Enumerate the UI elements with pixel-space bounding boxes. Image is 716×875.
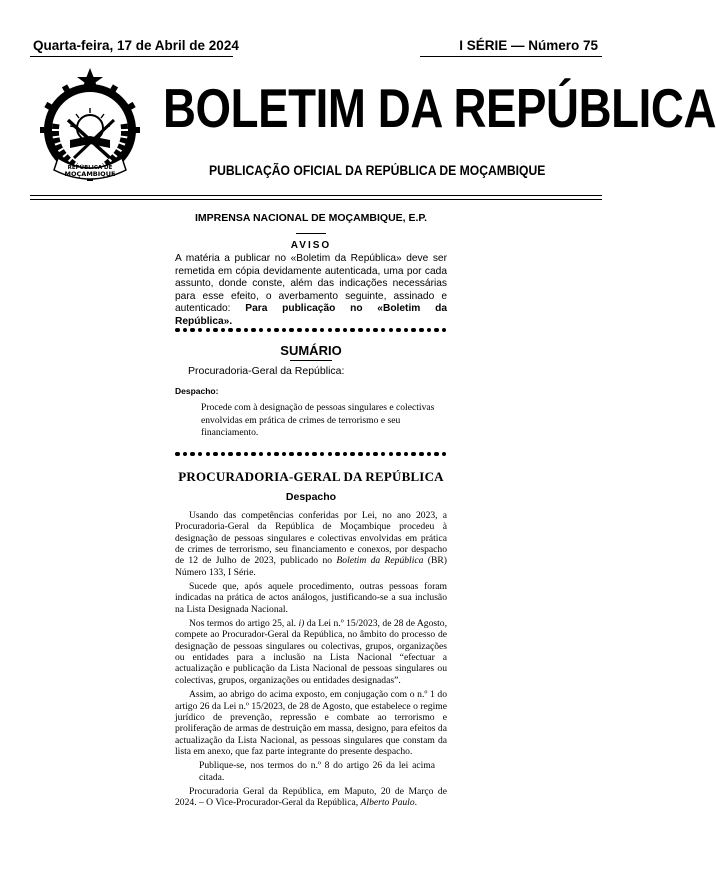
divider-dot [335, 452, 340, 457]
divider-dot [373, 328, 378, 333]
header-rule-right [420, 56, 602, 57]
divider-dot [427, 452, 432, 457]
article-paragraph: Usando das competências conferidas por Lei, no ano 2023, a Procuradoria-Geral da República de Moçambique procedeu à designação de pessoas singulares e colectivas envolvidas em prática de crimes de terrorismo, seu financiamento e conexos, por despacho de 12 de Julho de 2023, publicado no Boletim da República (BR) Número 133, I Série. [175, 510, 447, 578]
divider-dot [419, 452, 424, 457]
divider-dot [175, 452, 180, 457]
divider-dot [328, 452, 333, 457]
divider-dot [404, 452, 409, 457]
national-emblem-icon [30, 66, 150, 184]
article-paragraph: Nos termos do artigo 25, al. i) da Lei n.º 15/2023, de 28 de Agosto, compete ao Procurador-Geral da República, no âmbito do processo de designação de pessoas singulares ou colectivas, grupos, organizações ou entidades para a inclusão na Lista Nacional “efectuar a actualização e publicação da Lista Nacional de pessoas singulares ou colectivas, grupos, organizações ou entidades designadas”. [175, 618, 447, 686]
divider-dot [297, 328, 302, 333]
divider-dot [419, 328, 424, 333]
sumario-item: Procede com à designação de pessoas singulares e colectivas envolvidas em prática de crimes de terrorismo e seu financiamento. [201, 402, 435, 439]
divider-dot [190, 452, 195, 457]
divider-dot [259, 452, 264, 457]
divider-dot [206, 328, 211, 333]
divider-dot [236, 328, 241, 333]
divider-dot [289, 328, 294, 333]
publication-title: BOLETIM DA REPÚBLICA [163, 77, 716, 139]
divider-dot [320, 328, 325, 333]
dotted-divider [175, 450, 447, 458]
divider-dot [366, 452, 371, 457]
divider-dot [206, 452, 211, 457]
divider-dot [190, 328, 195, 333]
divider-dot [312, 328, 317, 333]
article-entity: PROCURADORIA-GERAL DA REPÚBLICA [178, 469, 444, 484]
section-rule [30, 195, 602, 196]
sumario-rule [290, 360, 332, 361]
article-paragraph: Publique-se, nos termos do n.º 8 do artigo 26 da lei acima citada. [199, 760, 435, 783]
divider-dot [358, 328, 363, 333]
divider-dot [328, 328, 333, 333]
divider-dot [305, 452, 310, 457]
header-rule-left [30, 56, 233, 57]
divider-dot [274, 328, 279, 333]
divider-dot [183, 452, 188, 457]
divider-dot [373, 452, 378, 457]
divider-dot [335, 328, 340, 333]
divider-dot [221, 452, 226, 457]
aviso-heading: AVISO [290, 240, 332, 251]
sumario-heading: SUMÁRIO [280, 343, 342, 358]
issue-series-number: I SÉRIE — Número 75 [459, 38, 598, 53]
issue-date: Quarta-feira, 17 de Abril de 2024 [33, 38, 239, 53]
divider-dot [198, 452, 203, 457]
publication-subtitle: PUBLICAÇÃO OFICIAL DA REPÚBLICA DE MOÇAMBIQUE [209, 163, 546, 178]
divider-dot [198, 328, 203, 333]
divider-dot [350, 452, 355, 457]
divider-dot [381, 328, 386, 333]
divider-dot [282, 328, 287, 333]
divider-dot [411, 452, 416, 457]
divider-dot [350, 328, 355, 333]
sumario-entity: Procuradoria-Geral da República: [188, 365, 345, 377]
divider-dot [228, 328, 233, 333]
divider-dot [411, 328, 416, 333]
divider-dot [251, 328, 256, 333]
divider-dot [396, 328, 401, 333]
article-heading: Despacho [285, 491, 337, 503]
divider-dot [244, 328, 249, 333]
divider-dot [244, 452, 249, 457]
divider-dot [381, 452, 386, 457]
divider-dot [259, 328, 264, 333]
divider-dot [320, 452, 325, 457]
divider-dot [289, 452, 294, 457]
divider-dot [442, 452, 447, 457]
article-signature: Procuradoria Geral da República, em Maputo, 20 de Março de 2024. – O Vice-Procurador-Geral da República, Alberto Paulo. [175, 785, 447, 809]
divider-dot [396, 452, 401, 457]
divider-dot [213, 328, 218, 333]
divider-dot [183, 328, 188, 333]
divider-dot [434, 452, 439, 457]
divider-dot [305, 328, 310, 333]
divider-dot [221, 328, 226, 333]
divider-dot [228, 452, 233, 457]
divider-dot [267, 452, 272, 457]
divider-dot [404, 328, 409, 333]
press-rule [296, 233, 326, 234]
aviso-emphasis: Para publicação no «Boletim da República». [175, 303, 447, 327]
divider-dot [213, 452, 218, 457]
divider-dot [442, 328, 447, 333]
aviso-body: A matéria a publicar no «Boletim da República» deve ser remetida em cópia devidamente autenticada, uma por cada assunto, donde conste, além das indicações necessárias para esse efeito, o averbamento seguinte, assinado e autenticado: [175, 253, 447, 315]
divider-dot [343, 452, 348, 457]
divider-dot [389, 328, 394, 333]
divider-dot [366, 328, 371, 333]
divider-dot [251, 452, 256, 457]
section-rule [30, 199, 602, 200]
divider-dot [175, 328, 180, 333]
divider-dot [358, 452, 363, 457]
divider-dot [297, 452, 302, 457]
aviso-text [175, 253, 447, 329]
press-name: IMPRENSA NACIONAL DE MOÇAMBIQUE, E.P. [195, 212, 427, 224]
article-paragraph: Sucede que, após aquele procedimento, outras pessoas foram indicadas na prática de actos análogos, justificando-se a sua inclusão na Lista Designada Nacional. [175, 581, 447, 615]
divider-dot [236, 452, 241, 457]
divider-dot [434, 328, 439, 333]
dotted-divider [175, 326, 447, 334]
divider-dot [343, 328, 348, 333]
emblem-text-bottom: MOÇAMBIQUE [64, 170, 116, 178]
divider-dot [427, 328, 432, 333]
divider-dot [282, 452, 287, 457]
article-body [175, 510, 447, 809]
sumario-label: Despacho: [175, 386, 219, 396]
divider-dot [274, 452, 279, 457]
divider-dot [389, 452, 394, 457]
article-paragraph: Assim, ao abrigo do acima exposto, em conjugação com o n.º 1 do artigo 26 da Lei n.º 15/2023, de 28 de Agosto, que estabelece o regime jurídico de prevenção, repressão e combate ao terrorismo e proliferação de armas de destruição em massa, designo, para efeitos da actualização da Lista Nacional, as pessoas singulares que constam da lista em anexo, que faz parte integrante do presente despacho. [175, 689, 447, 757]
emblem-text-top: REPÚBLICA DE [67, 165, 113, 171]
divider-dot [312, 452, 317, 457]
divider-dot [267, 328, 272, 333]
